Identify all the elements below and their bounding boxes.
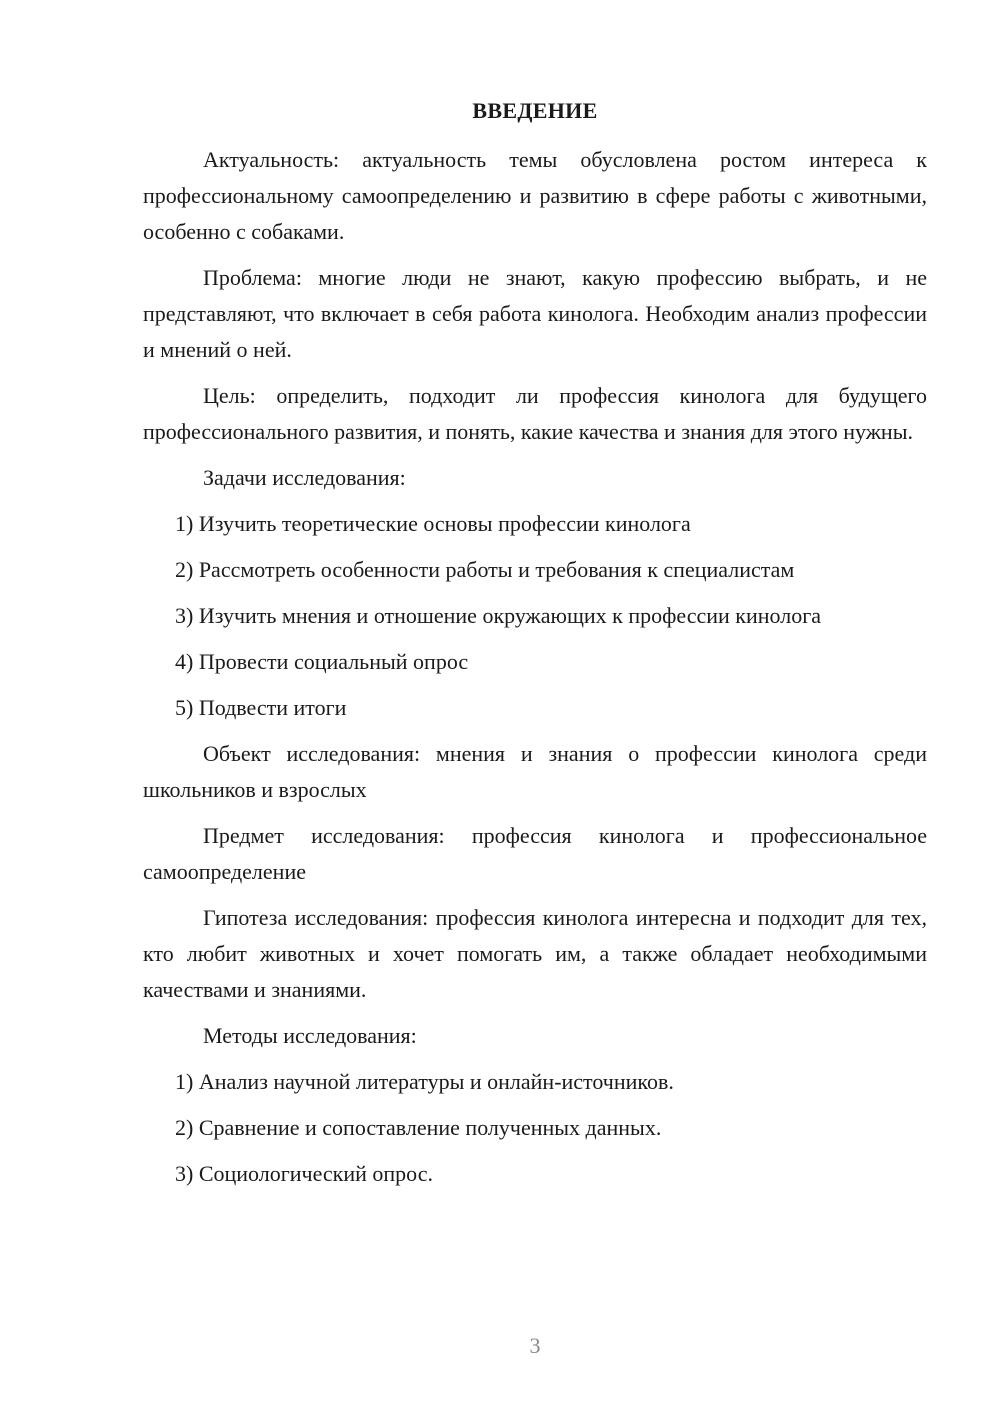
- list-item: 3) Изучить мнения и отношение окружающих к профессии кинолога: [175, 603, 821, 628]
- page-number: 3: [529, 1333, 541, 1358]
- tasks-list: [143, 506, 927, 726]
- object-paragraph: Объект исследования: мнения и знания о профессии кинолога среди школьников и взрослых: [143, 741, 927, 802]
- hypothesis-paragraph: Гипотеза исследования: профессия кинолога интересна и подходит для тех, кто любит животных и хочет помогать им, а также обладает необходимыми качествами и знаниями.: [143, 905, 927, 1002]
- list-item: 3) Социологический опрос.: [175, 1161, 433, 1186]
- subject-paragraph: Предмет исследования: профессия кинолога и профессиональное самоопределение: [143, 823, 927, 884]
- tasks-title: Задачи исследования:: [203, 465, 406, 490]
- list-item: 2) Рассмотреть особенности работы и требования к специалистам: [175, 557, 795, 582]
- methods-title: Методы исследования:: [203, 1023, 417, 1048]
- list-item: 4) Провести социальный опрос: [175, 649, 469, 674]
- list-item: 1) Анализ научной литературы и онлайн-источников.: [175, 1069, 674, 1094]
- problem-paragraph: Проблема: многие люди не знают, какую профессию выбрать, и не представляют, что включает в себя работа кинолога. Необходим анализ профессии и мнений о ней.: [143, 265, 927, 362]
- relevance-paragraph: Актуальность: актуальность темы обусловлена ростом интереса к профессиональному самоопределению и развитию в сфере работы с животными, особенно с собаками.: [143, 147, 927, 244]
- section-heading: ВВЕДЕНИЕ: [472, 98, 598, 123]
- section-body: [143, 142, 927, 1202]
- list-item: 1) Изучить теоретические основы профессии кинолога: [175, 511, 691, 536]
- list-item: 5) Подвести итоги: [175, 695, 347, 720]
- methods-list: [143, 1064, 927, 1192]
- goal-paragraph: Цель: определить, подходит ли профессия кинолога для будущего профессионального развития, и понять, какие качества и знания для этого нужны.: [143, 383, 927, 444]
- list-item: 2) Сравнение и сопоставление полученных данных.: [175, 1115, 662, 1140]
